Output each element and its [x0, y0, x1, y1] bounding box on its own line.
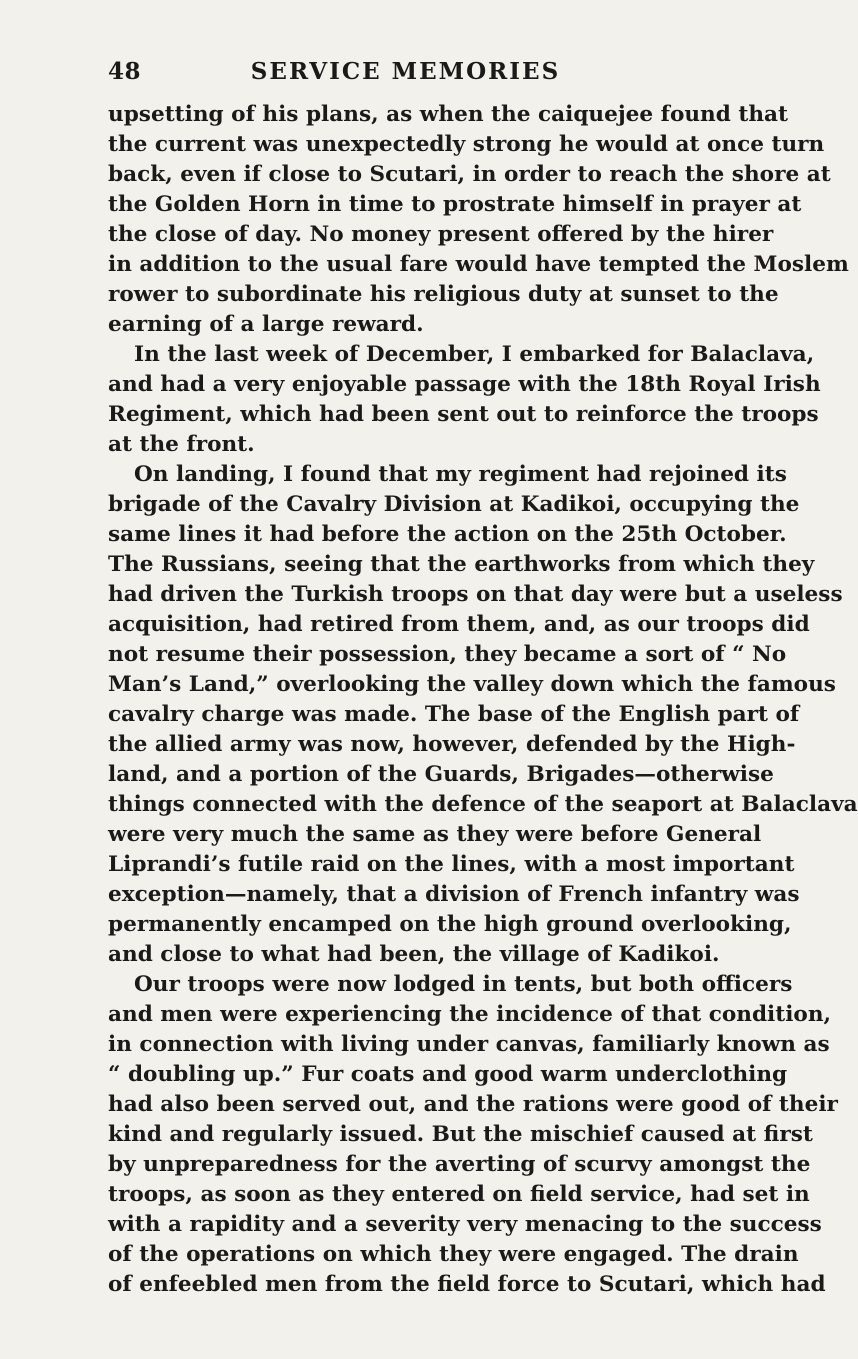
text-line: not resume their possession, they became a sort of “ No	[108, 642, 787, 667]
text-line: were very much the same as they were before General	[108, 822, 762, 847]
page-number: 48	[108, 58, 142, 85]
text-line: permanently encamped on the high ground overlooking,	[108, 912, 792, 937]
text-line: same lines it had before the action on the 25th October.	[108, 522, 787, 547]
text-line: in connection with living under canvas, familiarly known as	[108, 1032, 830, 1057]
text-line: at the front.	[108, 432, 255, 457]
text-line: had also been served out, and the rations were good of their	[108, 1092, 838, 1117]
text-line: things connected with the defence of the seaport at Balaclava	[108, 792, 858, 817]
body-text	[108, 100, 858, 1300]
text-line: the allied army was now, however, defended by the High-	[108, 732, 796, 757]
text-line: had driven the Turkish troops on that day were but a useless	[108, 582, 843, 607]
text-line: the Golden Horn in time to prostrate himself in prayer at	[108, 192, 802, 217]
text-line: and men were experiencing the incidence of that condition,	[108, 1002, 832, 1027]
text-line: upsetting of his plans, as when the caiquejee found that	[108, 102, 789, 127]
text-line: exception—namely, that a division of French infantry was	[108, 882, 800, 907]
text-line: On landing, I found that my regiment had rejoined its	[134, 462, 787, 487]
text-line: and had a very enjoyable passage with the 18th Royal Irish	[108, 372, 821, 397]
text-line: with a rapidity and a severity very menacing to the success	[108, 1212, 822, 1237]
text-line: by unpreparedness for the averting of scurvy amongst the	[108, 1152, 811, 1177]
text-line: back, even if close to Scutari, in order to reach the shore at	[108, 162, 831, 187]
text-line: Our troops were now lodged in tents, but both officers	[134, 972, 793, 997]
text-line: in addition to the usual fare would have tempted the Moslem	[108, 252, 849, 277]
text-line: of the operations on which they were engaged. The drain	[108, 1242, 799, 1267]
running-title: SERVICE MEMORIES	[250, 58, 561, 85]
text-line: The Russians, seeing that the earthworks from which they	[108, 552, 815, 577]
text-line: Man’s Land,” overlooking the valley down which the famous	[108, 672, 836, 697]
text-line: In the last week of December, I embarked for Balaclava,	[134, 342, 815, 367]
text-line: cavalry charge was made. The base of the English part of	[108, 702, 800, 727]
text-line: the close of day. No money present offered by the hirer	[108, 222, 774, 247]
text-line: troops, as soon as they entered on field service, had set in	[108, 1182, 810, 1207]
text-line: land, and a portion of the Guards, Brigades—otherwise	[108, 762, 774, 787]
text-line: brigade of the Cavalry Division at Kadikoi, occupying the	[108, 492, 800, 517]
text-line: the current was unexpectedly strong he would at once turn	[108, 132, 825, 157]
text-line: Liprandi’s futile raid on the lines, with a most important	[108, 852, 795, 877]
running-head	[108, 58, 703, 88]
text-line: of enfeebled men from the field force to Scutari, which had	[108, 1272, 826, 1297]
text-line: “ doubling up.” Fur coats and good warm underclothing	[108, 1062, 788, 1087]
text-line: acquisition, had retired from them, and, as our troops did	[108, 612, 810, 637]
text-line: kind and regularly issued. But the mischief caused at first	[108, 1122, 813, 1147]
text-line: earning of a large reward.	[108, 312, 424, 337]
text-line: and close to what had been, the village of Kadikoi.	[108, 942, 720, 967]
text-line: Regiment, which had been sent out to reinforce the troops	[108, 402, 819, 427]
text-line: rower to subordinate his religious duty at sunset to the	[108, 282, 779, 307]
